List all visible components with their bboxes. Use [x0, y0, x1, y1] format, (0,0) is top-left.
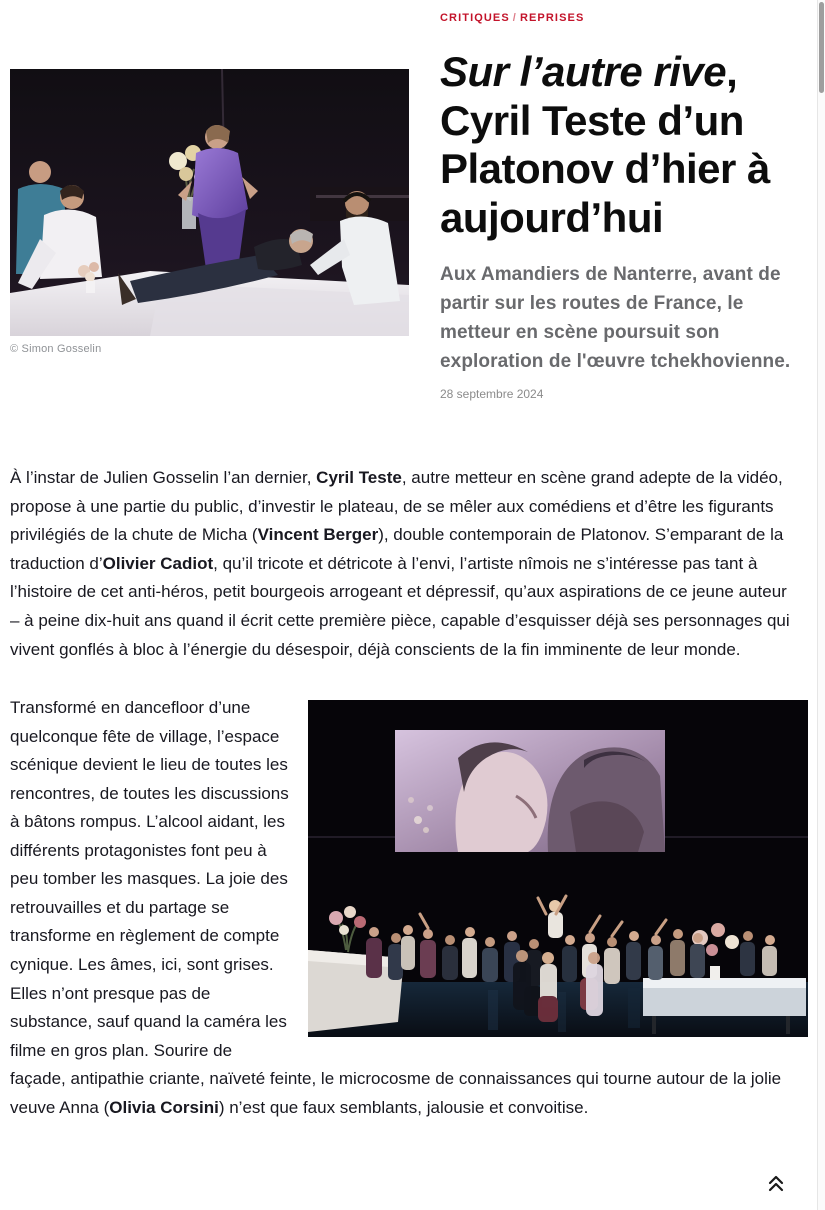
p1-bold-vincent-berger: Vincent Berger — [257, 525, 379, 545]
article-header — [10, 12, 825, 401]
p2-bold-olivia-corsini: Olivia Corsini — [109, 1097, 219, 1117]
hero-figure — [10, 12, 409, 401]
p1-text: À l’instar de Julien Gosselin l’an dernier, — [10, 468, 317, 488]
article-body — [10, 464, 796, 1122]
inline-photo-figure — [308, 700, 808, 1037]
hero-photo — [10, 69, 409, 336]
double-chevron-up-icon — [765, 1173, 787, 1195]
category-link-reprises[interactable]: REPRISES — [519, 12, 585, 24]
publish-date: 28 septembre 2024 — [440, 387, 544, 402]
breadcrumb-separator: / — [512, 12, 517, 24]
paragraph-2 — [10, 694, 796, 1122]
paragraph-1 — [10, 464, 796, 664]
p2-text: Transformé en dancefloor d’une quelconque fête de village, l’espace scénique devient le lieu de toutes les rencontres, de toutes les discussions à bâtons rompus. L’alcool aidant, les différents protagonistes font peu à peu tomber les masques. La joie des retrouvailles et du partage se transforme en règlement de compte cynique. Les âmes, ici, sont grises. Elles n’ont presque pas de substance, sauf quand la caméra les filme en gros plan. Sourire de façade, antipathie criante, naïveté feinte, le microcosme de connaissances qui tourne autour de la jolie veuve Anna ( — [10, 698, 782, 1117]
page-title — [440, 48, 812, 242]
scrollbar-thumb[interactable] — [819, 2, 824, 93]
scroll-to-top-button[interactable] — [763, 1172, 789, 1198]
standfirst: Aux Amandiers de Nanterre, avant de partir sur les routes de France, le metteur en scène poursuit son exploration de l'œuvre tchekhovienne. — [440, 264, 791, 373]
title-play-name: Sur l’autre rive — [440, 48, 727, 95]
p1-text: , qu’il tricote et détricote à l’envi, l’artiste nîmois ne s’intéresse pas tant à l’histoire de cet anti-héros, petit bourgeois arrogeant et dépressif, qu’aux aspirations de ce jeune auteur – à peine dix-huit ans quand il écrit cette première pièce, capable d’esquisser déjà ses personnages qui vivent gonflés à bloc à l’énergie du désespoir, déjà conscients de la fin imminente de leur monde. — [10, 553, 790, 659]
p1-bold-cyril-teste: Cyril Teste — [316, 468, 402, 488]
headline-column — [440, 12, 812, 401]
p1-text: , autre metteur en scène grand adepte de la vidéo, propose à une partie du public, d’investir le plateau, de se mêler aux comédiens et d’être les figurants privilégiés de la chute de Micha ( — [10, 468, 783, 545]
breadcrumb — [440, 12, 812, 24]
title-rest: , Cyril Teste d’un Platonov d’hier à aujourd’hui — [440, 48, 770, 241]
photo-credit: © Simon Gosselin — [10, 343, 102, 355]
page-scrollbar[interactable] — [817, 0, 825, 1210]
p1-text: ), double contemporain de Platonov. S’emparant de la traduction d’ — [10, 525, 784, 573]
category-link-critiques[interactable]: CRITIQUES — [440, 12, 510, 24]
p1-bold-olivier-cadiot: Olivier Cadiot — [102, 553, 214, 573]
inline-photo — [308, 700, 808, 1037]
p2-text: ) n’est que faux semblants, jalousie et convoitise. — [218, 1097, 589, 1117]
